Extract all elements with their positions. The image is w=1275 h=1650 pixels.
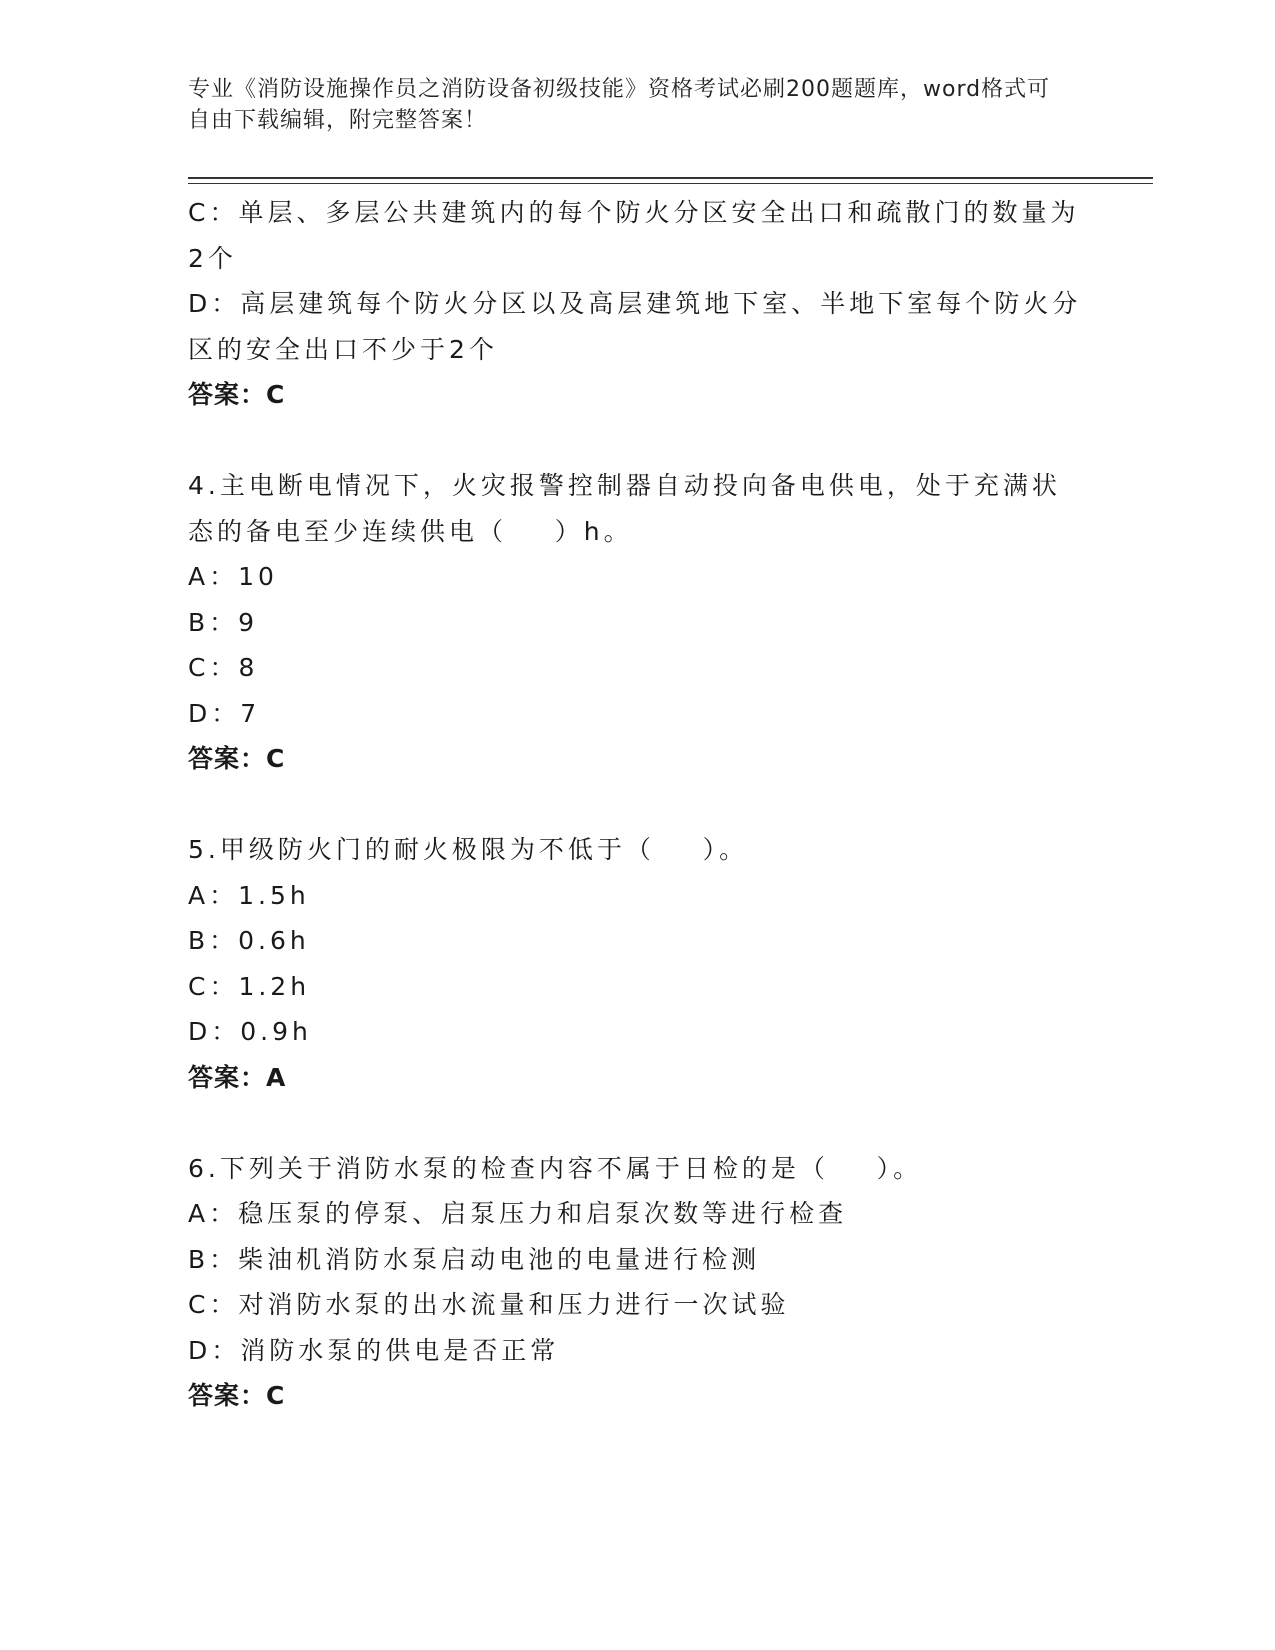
question-stem: 5.甲级防火门的耐火极限为不低于（ ）。: [188, 835, 749, 864]
question-stem: 4.主电断电情况下，火灾报警控制器自动投向备电供电，处于充满状态的备电至少连续供电（ ）h。: [188, 471, 1061, 546]
option-a: A：稳压泵的停泵、启泵压力和启泵次数等进行检查: [188, 1199, 848, 1228]
option-c: C：单层、多层公共建筑内的每个防火分区安全出口和疏散门的数量为2个: [188, 198, 1080, 273]
answer-line: 答案：C: [188, 1381, 286, 1410]
option-c: C：8: [188, 653, 259, 682]
option-c: C：1.2h: [188, 971, 311, 1001]
header-divider-thin: [188, 183, 1153, 184]
answer-line: 答案：C: [188, 380, 286, 409]
option-a: A：10: [188, 562, 278, 591]
question-block: [188, 463, 1088, 782]
answer-line: 答案：A: [188, 1062, 287, 1092]
option-c: C：对消防水泵的出水流量和压力进行一次试验: [188, 1290, 790, 1319]
option-d: D：0.9h: [188, 1017, 312, 1046]
option-d: D：高层建筑每个防火分区以及高层建筑地下室、半地下室每个防火分区的安全出口不少于2个: [188, 289, 1082, 364]
option-b: B：0.6h: [188, 926, 310, 955]
document-header: 专业《消防设施操作员之消防设备初级技能》资格考试必刷200题题库，word格式可自由下载编辑，附完整答案！: [188, 77, 1051, 133]
option-d: D：消防水泵的供电是否正常: [188, 1335, 560, 1365]
answer-line: 答案：C: [188, 744, 286, 773]
option-b: B：9: [188, 607, 259, 637]
option-d: D：7: [188, 698, 261, 728]
option-b: B：柴油机消防水泵启动电池的电量进行检测: [188, 1244, 761, 1274]
question-content: [188, 190, 1088, 1419]
question-block: [188, 1146, 1088, 1419]
question-stem: 6.下列关于消防水泵的检查内容不属于日检的是（ ）。: [188, 1153, 923, 1183]
option-a: A：1.5h: [188, 880, 310, 910]
header-divider-thick: [188, 177, 1153, 179]
question-block: [188, 827, 1088, 1100]
